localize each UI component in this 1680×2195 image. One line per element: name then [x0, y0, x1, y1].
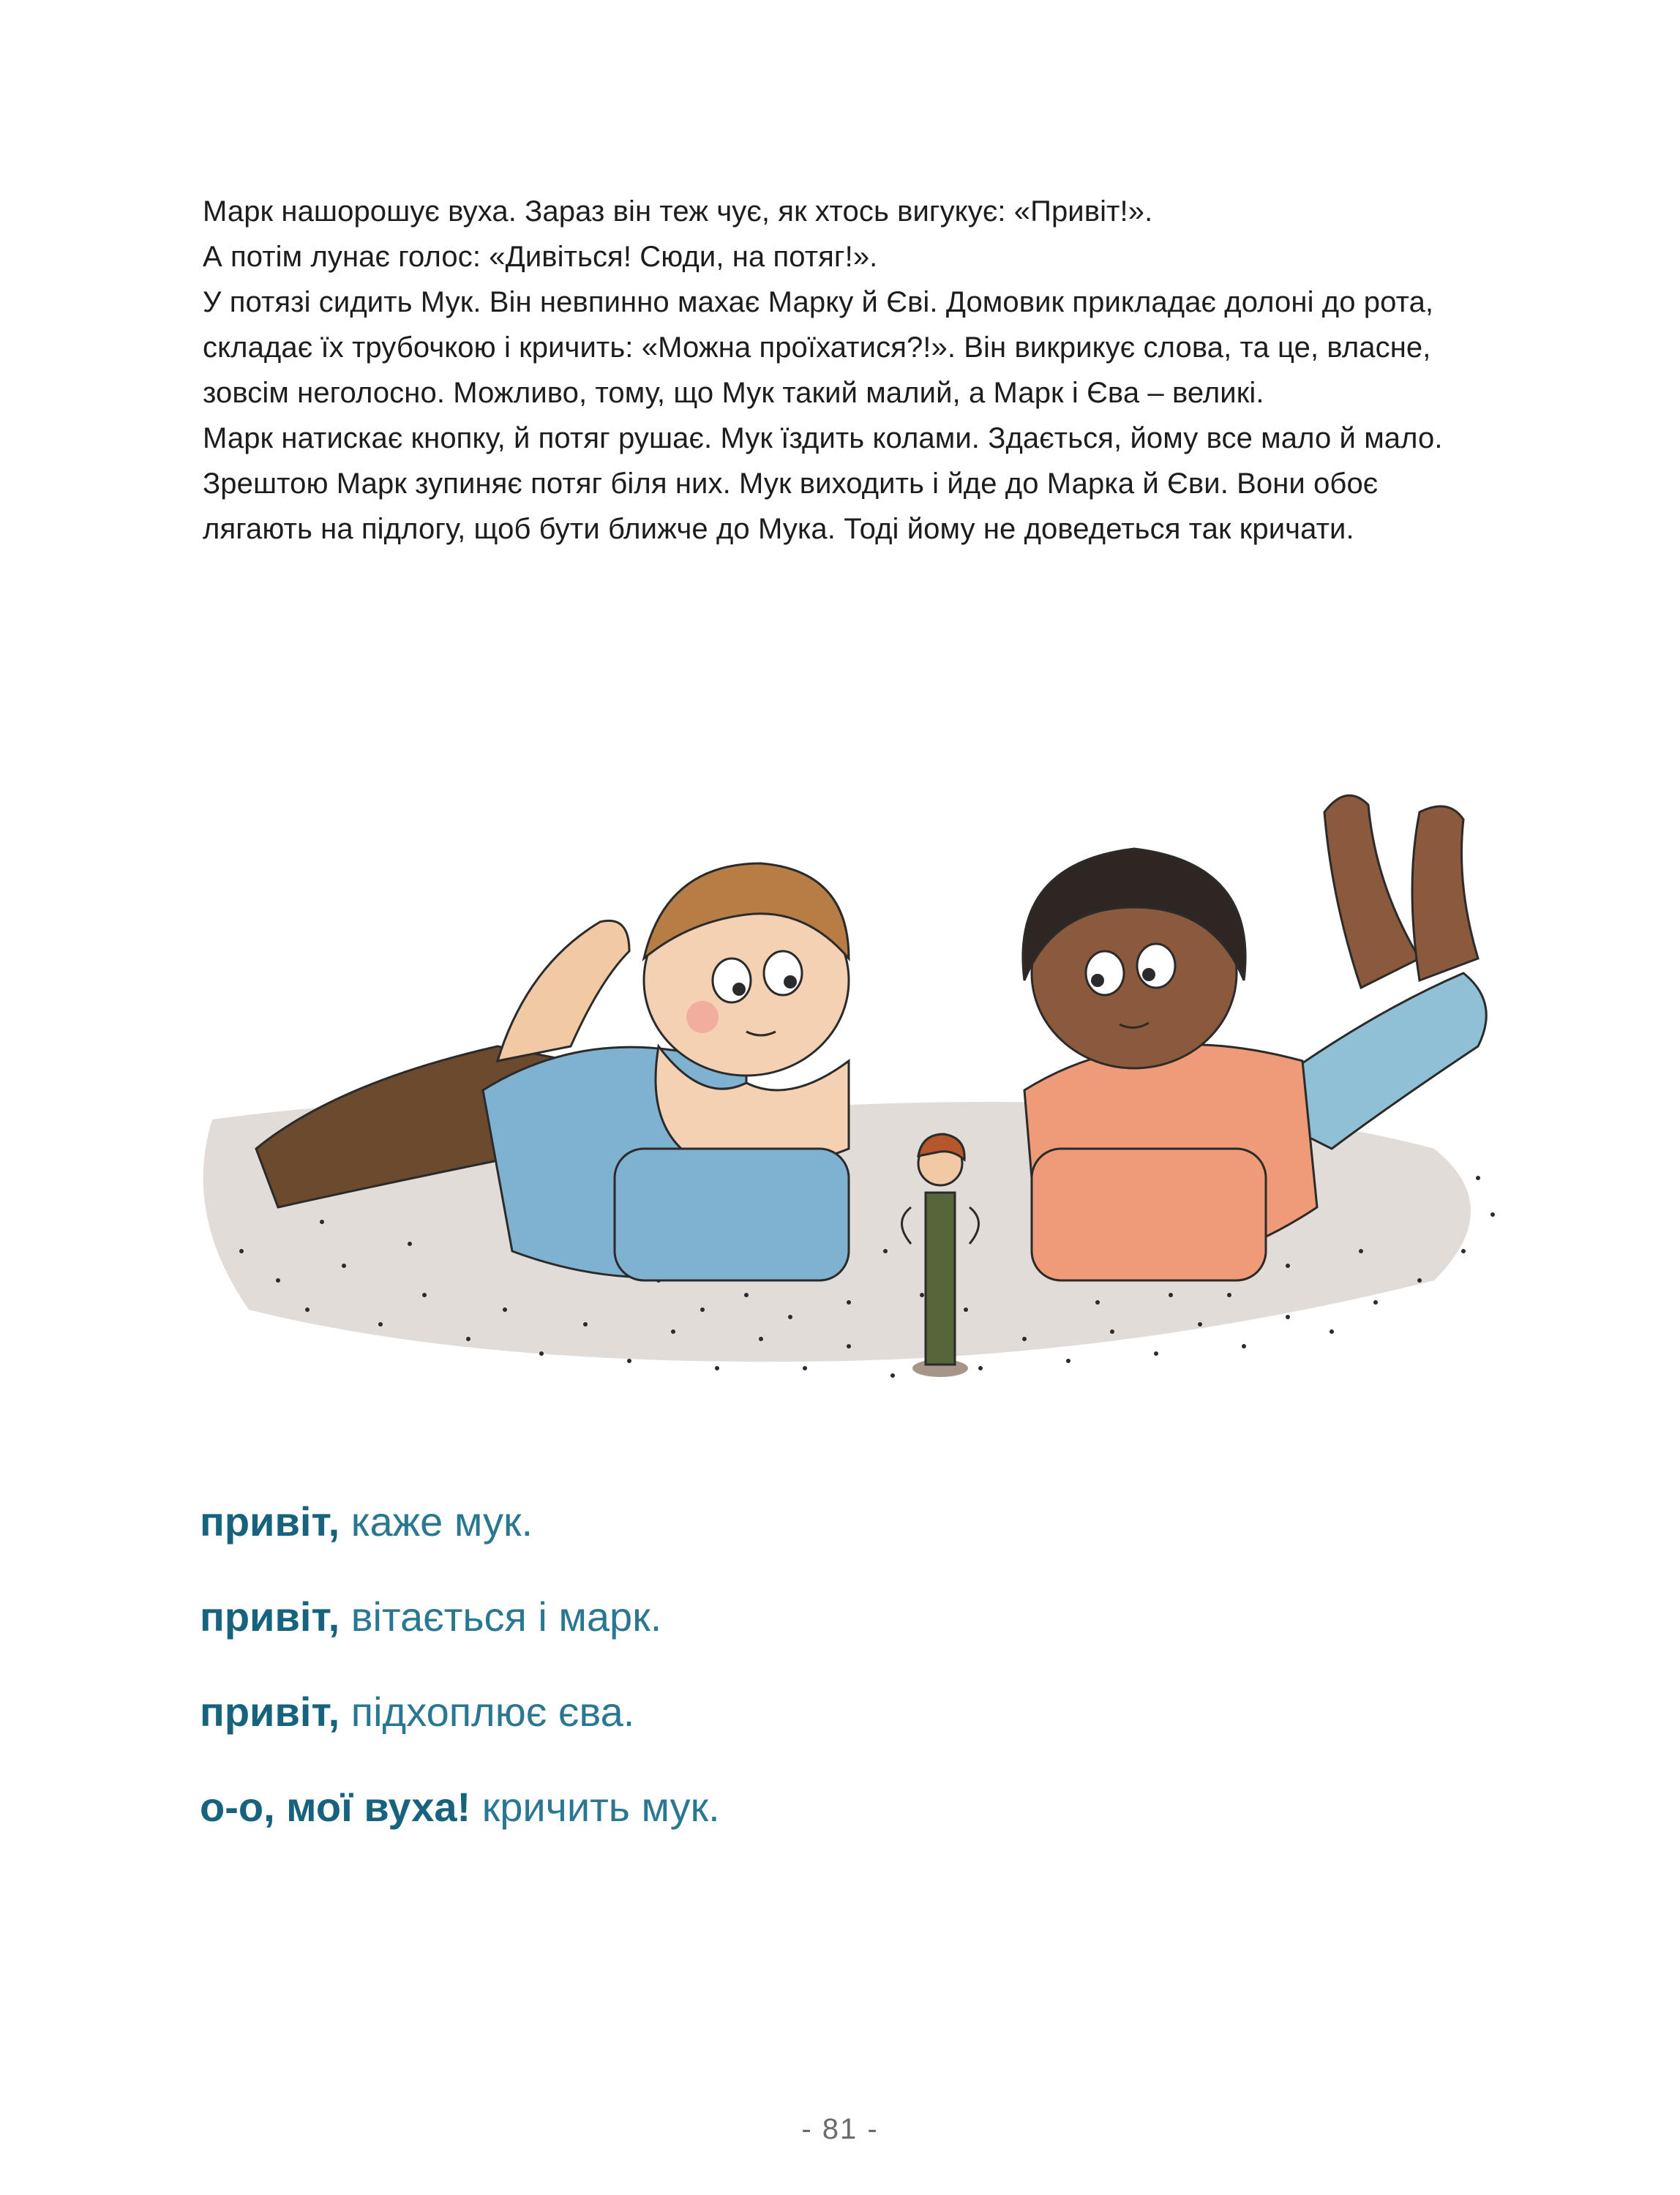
body-line: Марк натискає кнопку, й потяг рушає. Мук їздить колами. Здається, йому все мало й мало.	[203, 422, 1443, 454]
body-line: А потім лунає голос: «Дивіться! Сюди, на потяг!».	[203, 241, 878, 273]
body-line: зовсім неголосно. Можливо, тому, що Мук такий малий, а Марк і Єва – великі.	[203, 377, 1264, 409]
dialogue-line	[200, 1591, 1444, 1643]
dialogue-tag: кричить мук.	[470, 1784, 720, 1830]
dialogue-tag: підхоплює єва.	[340, 1689, 635, 1735]
body-text	[203, 189, 1542, 552]
dialogue-speech: привіт,	[200, 1594, 340, 1640]
body-line: лягають на підлогу, щоб бути ближче до Мука. Тоді йому не доведеться так кричати.	[203, 513, 1354, 545]
body-line: складає їх трубочкою і кричить: «Можна проїхатися?!». Він викрикує слова, та це, власне,	[203, 331, 1431, 364]
dialogue-tag: вітається і марк.	[340, 1594, 662, 1640]
dialogue-tag: каже мук.	[340, 1498, 533, 1545]
illustration	[190, 739, 1529, 1419]
body-line: Зрештою Марк зупиняє потяг біля них. Мук виходить і йде до Марка й Єви. Вони обоє	[203, 468, 1379, 500]
dialogue-line	[200, 1686, 1444, 1738]
dialogue-speech: привіт,	[200, 1498, 340, 1545]
dialogue-speech: привіт,	[200, 1689, 340, 1735]
page-number: - 81 -	[801, 2113, 879, 2145]
body-line: У потязі сидить Мук. Він невпинно махає Марку й Єві. Домовик прикладає долоні до рота,	[203, 286, 1434, 318]
dialogue-speech: о-о, мої вуха!	[200, 1784, 471, 1830]
dialogue-line	[200, 1496, 1444, 1547]
dialogue-line	[200, 1782, 1444, 1833]
body-line: Марк нашорошує вуха. Зараз він теж чує, як хтось вигукує: «Привіт!».	[203, 195, 1153, 228]
